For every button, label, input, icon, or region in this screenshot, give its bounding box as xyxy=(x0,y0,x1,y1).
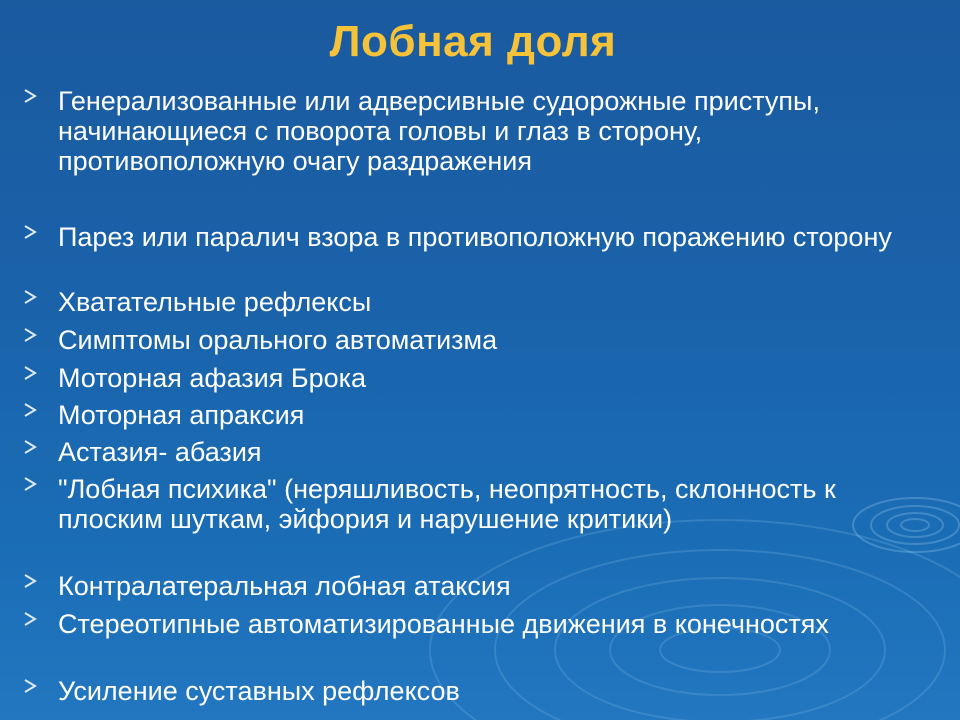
chevron-right-icon xyxy=(22,289,38,305)
bullet-item xyxy=(22,86,932,176)
bullet-text: Хватательные рефлексы xyxy=(58,287,372,317)
chevron-right-icon xyxy=(22,476,38,492)
chevron-right-icon xyxy=(22,611,38,627)
bullet-text: "Лобная психика" (неряшливость, неопрятность, склонность к плоским шуткам, эйфория и нарушение критики) xyxy=(58,474,836,534)
bullet-item xyxy=(22,222,932,252)
chevron-right-icon xyxy=(22,439,38,455)
chevron-right-icon xyxy=(22,402,38,418)
bullet-text: Моторная афазия Брока xyxy=(58,363,367,393)
bullet-item xyxy=(22,400,932,430)
chevron-right-icon xyxy=(22,678,38,694)
chevron-right-icon xyxy=(22,88,38,104)
bullet-item xyxy=(22,609,932,639)
bullet-text: Симптомы орального автоматизма xyxy=(58,325,498,355)
bullet-item xyxy=(22,325,932,355)
bullet-text: Генерализованные или адверсивные судорожные приступы, начинающиеся с поворота головы и глаз в сторону, противоположную очагу раздражения xyxy=(58,86,820,176)
chevron-right-icon xyxy=(22,573,38,589)
bullet-item xyxy=(22,676,932,706)
bullet-text: Усиление суставных рефлексов xyxy=(58,676,460,706)
chevron-right-icon xyxy=(22,327,38,343)
bullet-item xyxy=(22,571,932,601)
bullet-text: Стереотипные автоматизированные движения в конечностях xyxy=(58,609,829,639)
bullet-text: Астазия- абазия xyxy=(58,437,262,467)
bullet-item xyxy=(22,287,932,317)
bullet-text: Моторная апраксия xyxy=(58,400,305,430)
slide-title: Лобная доля xyxy=(329,17,617,66)
chevron-right-icon xyxy=(22,224,38,240)
chevron-right-icon xyxy=(22,365,38,381)
bullet-item xyxy=(22,474,932,534)
bullet-item xyxy=(22,437,932,467)
bullet-text: Контралатеральная лобная атаксия xyxy=(58,571,511,601)
bullet-text: Парез или паралич взора в противоположную поражению сторону xyxy=(58,222,892,252)
bullet-item xyxy=(22,363,932,393)
